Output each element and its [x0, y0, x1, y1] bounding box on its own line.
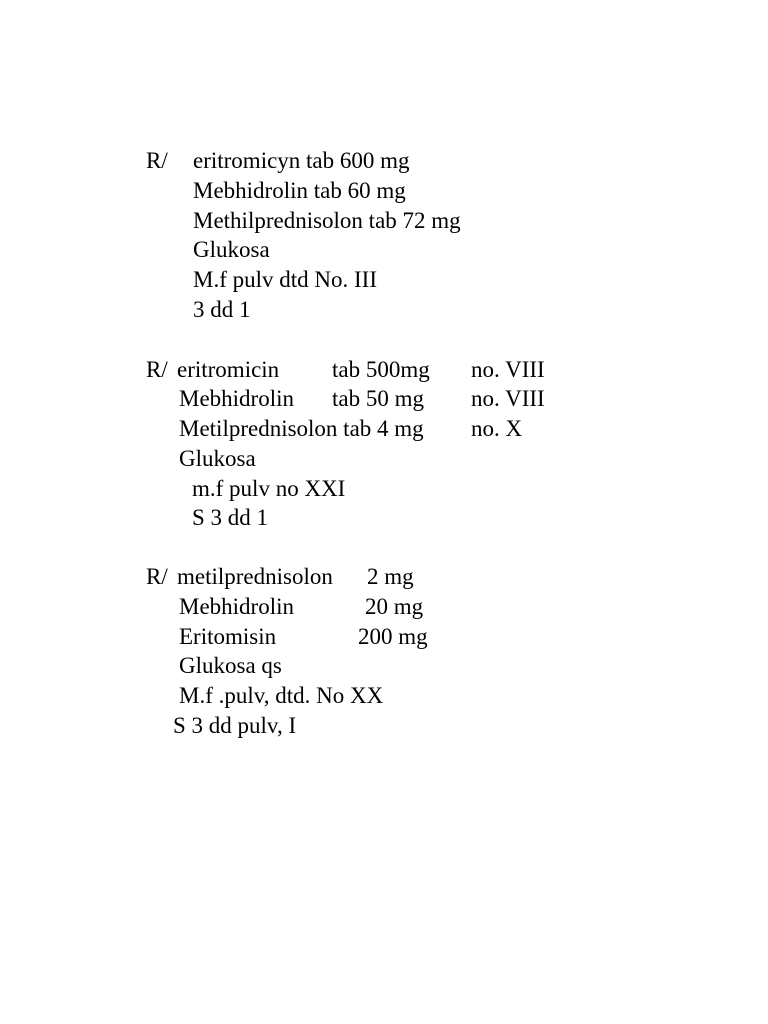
rx-dose: tab 500mg	[332, 357, 430, 382]
rx-drug: Mebhidrolin tab 60 mg	[193, 178, 406, 203]
rx-instruction: M.f pulv dtd No. III	[193, 267, 377, 292]
rx-qty: no. X	[471, 416, 523, 441]
rx-signa: S 3 dd 1	[192, 505, 269, 530]
rx-drug: Glukosa	[193, 237, 270, 262]
rx-qty: no. VIII	[471, 386, 545, 411]
rx-marker: R/	[146, 564, 168, 589]
rx-dose: tab 50 mg	[332, 386, 424, 411]
rx-qty: no. VIII	[471, 357, 545, 382]
rx-drug: eritromicin	[177, 357, 280, 382]
rx-dose: 200 mg	[358, 624, 428, 649]
rx-marker: R/	[146, 148, 168, 173]
rx-drug: Metilprednisolon tab 4 mg	[179, 416, 424, 441]
rx-drug: eritromicyn tab 600 mg	[193, 148, 410, 173]
rx-drug: metilprednisolon	[177, 564, 333, 589]
rx-drug: Mebhidrolin	[179, 386, 294, 411]
rx-drug: Glukosa	[179, 446, 256, 471]
rx-marker: R/	[146, 357, 168, 382]
rx-dose: 2 mg	[367, 564, 414, 589]
rx-drug: Mebhidrolin	[179, 594, 294, 619]
rx-drug: Glukosa qs	[179, 653, 282, 678]
rx-signa: S 3 dd pulv, I	[173, 713, 297, 738]
rx-instruction: M.f .pulv, dtd. No XX	[179, 683, 384, 708]
rx-drug: Methilprednisolon tab 72 mg	[193, 208, 461, 233]
rx-drug: Eritomisin	[179, 624, 277, 649]
rx-instruction: m.f pulv no XXI	[192, 476, 346, 501]
rx-dose: 20 mg	[365, 594, 424, 619]
rx-signa: 3 dd 1	[193, 297, 251, 322]
